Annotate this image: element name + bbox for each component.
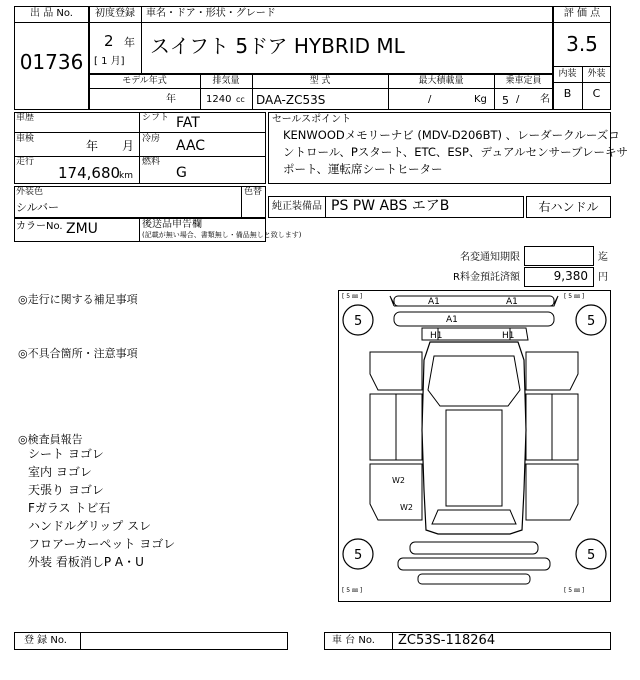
car-name: スイフト 5ドア HYBRID ML	[150, 34, 405, 58]
recycle-fee-label: R料金預託済額	[453, 272, 520, 283]
tire-depth-br: [ 5 ㎜ ]	[564, 587, 585, 594]
fuel-value: G	[176, 165, 187, 181]
inspector-item-2: 室内 ヨゴレ	[28, 465, 92, 479]
shift-value: FAT	[176, 115, 200, 131]
lot-number: 01736	[19, 50, 84, 74]
tire-depth-tl: [ 5 ㎜ ]	[342, 293, 363, 300]
history-label: 車歴	[16, 113, 35, 123]
displacement-label: 排気量	[212, 76, 240, 86]
inspection-month-unit: 月	[122, 139, 135, 153]
model-code-label: 型 式	[309, 76, 331, 86]
genuine-equipment-value: PS PW ABS エアB	[331, 198, 450, 214]
first-registration-year: 2	[104, 32, 114, 50]
inspection-label: 車検	[16, 134, 35, 144]
chassis-no-value: ZC53S-118264	[398, 633, 496, 648]
sales-point-line-2: ントロール、Pスタート、ETC、ESP、デュアルセンサーブレーキサ	[283, 145, 629, 159]
ext-color-value: シルバー	[16, 201, 59, 214]
repaint-label: 色替	[244, 187, 263, 197]
ext-color-label: 外装色	[16, 187, 44, 197]
sales-point-line-3: ポート、運転席シートヒーター	[283, 162, 443, 176]
tire-val-bl: 5	[354, 548, 363, 563]
shift-label: シフト	[142, 113, 170, 123]
tire-val-tl: 5	[354, 314, 363, 329]
mileage-value: 174,680	[58, 164, 121, 182]
tire-depth-tr: [ 5 ㎜ ]	[564, 293, 585, 300]
model-year-unit: 年	[166, 94, 176, 105]
capacity-value: 5	[502, 94, 509, 107]
car-diagram-svg	[338, 290, 611, 602]
max-load-label: 最大積載量	[418, 76, 464, 86]
displacement-unit: cc	[236, 95, 245, 104]
mark-h1-left: H1	[430, 331, 443, 341]
mark-h1-right: H1	[502, 331, 515, 341]
genuine-equipment-label: 純正装備品	[272, 201, 322, 212]
mileage-label: 走行	[16, 157, 35, 167]
interior-label: 内装	[558, 69, 577, 79]
first-registration-month: [ 1 月]	[94, 56, 125, 67]
name-change-unit: 迄	[598, 252, 608, 263]
chassis-no-label: 車 台 No.	[332, 635, 375, 646]
model-year-label: モデル年式	[122, 76, 167, 86]
name-change-label: 名変通知期限	[460, 252, 520, 263]
inspector-item-7: 外装 看板消しP A・U	[28, 555, 144, 569]
score-value: 3.5	[566, 32, 598, 56]
mileage-unit: km	[119, 171, 133, 181]
score-label: 評 価 点	[563, 8, 601, 19]
max-load-separator: /	[428, 94, 432, 105]
capacity-separator: /	[516, 94, 520, 105]
ac-value: AAC	[176, 138, 206, 154]
inspection-year-unit: 年	[86, 139, 99, 153]
ac-label: 冷房	[142, 134, 161, 144]
tire-depth-bl: [ 5 ㎜ ]	[342, 587, 363, 594]
tire-val-tr: 5	[587, 314, 596, 329]
lot-number-label: 出 品 No.	[30, 8, 73, 19]
interior-grade: B	[563, 87, 572, 100]
tire-val-br: 5	[587, 548, 596, 563]
capacity-label: 乗車定員	[505, 76, 542, 86]
model-code: DAA-ZC53S	[256, 93, 326, 107]
inspector-item-4: Fガラス トビ石	[28, 501, 111, 515]
car-diagram	[338, 290, 611, 602]
color-no-label: カラーNo.	[16, 221, 63, 232]
handle-side: 右ハンドル	[538, 200, 599, 214]
max-load-unit: Kg	[474, 94, 487, 105]
post-declaration-note: (記載が無い場合、書類無し・備品無しと致します)	[142, 231, 302, 239]
drive-notes-label: ◎走行に関する補足事項	[18, 293, 138, 306]
mark-w2-upper: W2	[392, 476, 405, 485]
year-unit: 年	[124, 36, 135, 49]
fuel-label: 燃料	[142, 157, 161, 167]
sales-points-label: セールスポイント	[272, 114, 352, 125]
exterior-label: 外装	[587, 69, 606, 79]
capacity-unit: 名	[540, 94, 550, 105]
first-registration-label: 初度登録	[95, 8, 135, 19]
defect-notes-label: ◎不具合箇所・注意事項	[18, 347, 138, 360]
inspector-report-label: ◎検査員報告	[18, 433, 83, 446]
registration-no-label: 登 録 No.	[24, 635, 67, 646]
displacement-value: 1240	[206, 94, 232, 105]
mark-a1-center: A1	[446, 315, 458, 325]
exterior-grade: C	[592, 87, 601, 100]
mark-a1-left: A1	[428, 297, 440, 307]
mark-a1-right: A1	[506, 297, 518, 307]
details-box	[14, 112, 266, 184]
name-change-box	[524, 246, 594, 266]
post-declaration-label: 後送品申告欄	[142, 219, 202, 230]
inspector-item-3: 天張り ヨゴレ	[28, 483, 104, 497]
sales-point-line-1: KENWOODメモリーナビ (MDV-D206BT) 、レーダークルーズコ	[283, 128, 620, 142]
mark-w2-lower: W2	[400, 503, 413, 512]
recycle-fee-unit: 円	[598, 272, 608, 283]
car-name-label: 車名・ドア・形状・グレード	[146, 8, 276, 19]
inspector-item-6: フロアーカーペット ヨゴレ	[28, 537, 176, 551]
color-no-value: ZMU	[66, 221, 98, 237]
recycle-fee-value: 9,380	[553, 269, 588, 283]
inspector-item-1: シート ヨゴレ	[28, 447, 104, 461]
inspector-item-5: ハンドルグリップ スレ	[28, 519, 152, 533]
